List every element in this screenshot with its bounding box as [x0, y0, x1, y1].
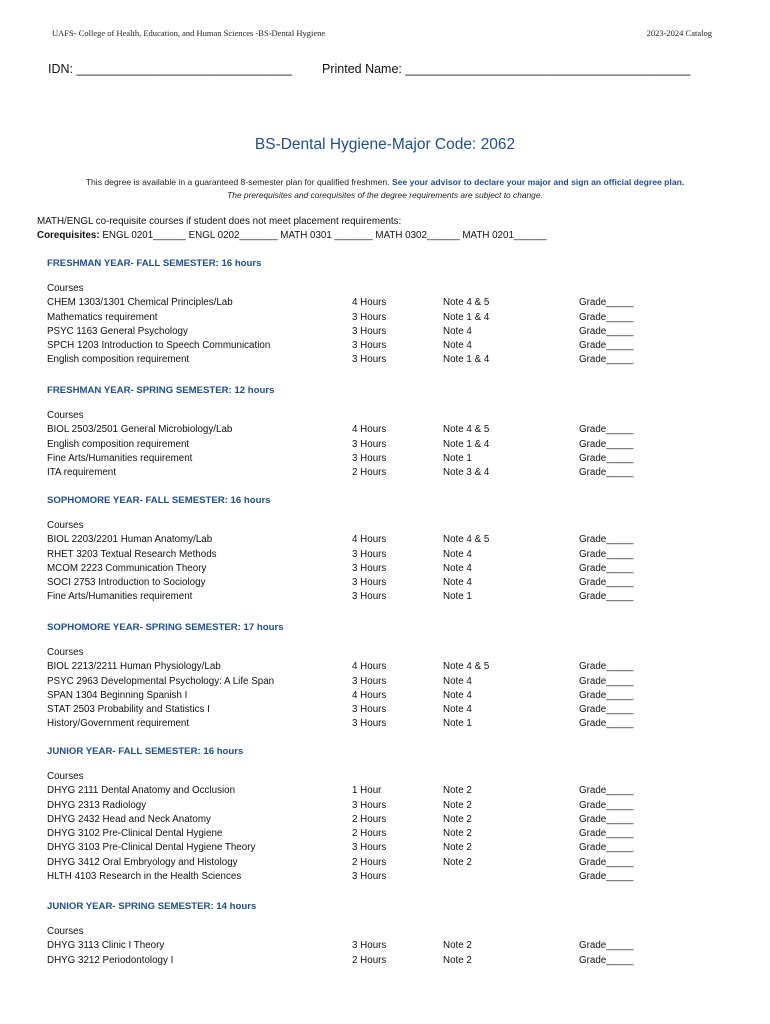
- course-hours: 3 Hours: [352, 548, 387, 560]
- grade-field[interactable]: Grade_____: [579, 562, 634, 574]
- course-row: [47, 689, 687, 703]
- course-name: DHYG 3102 Pre-Clinical Dental Hygiene: [47, 828, 223, 840]
- coreq-description: MATH/ENGL co-requisite courses if student does not meet placement requirements:: [37, 216, 402, 227]
- course-note: Note 1: [443, 718, 472, 730]
- course-hours: 3 Hours: [352, 354, 387, 366]
- grade-field[interactable]: Grade_____: [579, 340, 634, 352]
- course-row: [47, 717, 687, 731]
- course-name: DHYG 3412 Oral Embryology and Histology: [47, 856, 238, 868]
- course-name: PSYC 2963 Developmental Psychology: A Life Span: [47, 675, 275, 687]
- course-hours: 4 Hours: [352, 689, 387, 701]
- course-note: Note 4: [443, 689, 472, 701]
- course-note: Note 4 & 5: [443, 661, 490, 673]
- intro-text: [0, 177, 770, 187]
- course-name: BIOL 2503/2501 General Microbiology/Lab: [47, 424, 233, 436]
- courses-label: Courses: [47, 410, 84, 421]
- course-row: [47, 353, 687, 367]
- course-row: [47, 325, 687, 339]
- grade-field[interactable]: Grade_____: [579, 438, 634, 450]
- course-hours: 3 Hours: [352, 842, 387, 854]
- course-row: [47, 856, 687, 870]
- semester-title: JUNIOR YEAR- SPRING SEMESTER: 14 hours: [47, 901, 257, 912]
- courses-label: Courses: [47, 926, 84, 937]
- grade-field[interactable]: Grade_____: [579, 828, 634, 840]
- course-note: Note 2: [443, 940, 472, 952]
- course-hours: 2 Hours: [352, 467, 387, 479]
- course-note: Note 4: [443, 325, 472, 337]
- courses-label: Courses: [47, 647, 84, 658]
- course-name: HLTH 4103 Research in the Health Sciences: [47, 871, 242, 883]
- course-row: [47, 827, 687, 841]
- semester-title: FRESHMAN YEAR- SPRING SEMESTER: 12 hours: [47, 385, 275, 396]
- course-row: [47, 438, 687, 452]
- grade-field[interactable]: Grade_____: [579, 325, 634, 337]
- course-note: Note 2: [443, 954, 472, 966]
- course-hours: 2 Hours: [352, 828, 387, 840]
- course-hours: 4 Hours: [352, 424, 387, 436]
- header-catalog-year: 2023-2024 Catalog: [646, 28, 712, 38]
- course-name: STAT 2503 Probability and Statistics I: [47, 704, 210, 716]
- course-row: [47, 466, 687, 480]
- grade-field[interactable]: Grade_____: [579, 785, 634, 797]
- grade-field[interactable]: Grade_____: [579, 704, 634, 716]
- course-note: Note 4 & 5: [443, 297, 490, 309]
- course-hours: 4 Hours: [352, 534, 387, 546]
- course-note: Note 4: [443, 577, 472, 589]
- course-hours: 3 Hours: [352, 562, 387, 574]
- course-note: Note 2: [443, 785, 472, 797]
- semester-title: SOPHOMORE YEAR- FALL SEMESTER: 16 hours: [47, 495, 271, 506]
- course-hours: 2 Hours: [352, 856, 387, 868]
- grade-field[interactable]: Grade_____: [579, 799, 634, 811]
- course-note: Note 1 & 4: [443, 438, 490, 450]
- grade-field[interactable]: Grade_____: [579, 548, 634, 560]
- course-hours: 3 Hours: [352, 452, 387, 464]
- semester-section: [47, 258, 687, 368]
- course-note: Note 1 & 4: [443, 354, 490, 366]
- semester-section: [47, 622, 687, 732]
- course-note: Note 2: [443, 813, 472, 825]
- coreq-label: Corequisites:: [37, 230, 100, 241]
- course-name: SPCH 1203 Introduction to Speech Communication: [47, 340, 271, 352]
- course-row: [47, 799, 687, 813]
- course-name: CHEM 1303/1301 Chemical Principles/Lab: [47, 297, 233, 309]
- course-row: [47, 311, 687, 325]
- course-name: Mathematics requirement: [47, 311, 158, 323]
- course-name: DHYG 3212 Periodontology I: [47, 954, 174, 966]
- semester-section: [47, 495, 687, 605]
- course-hours: 3 Hours: [352, 718, 387, 730]
- semester-section: [47, 385, 687, 480]
- course-hours: 3 Hours: [352, 438, 387, 450]
- course-hours: 3 Hours: [352, 871, 387, 883]
- grade-field[interactable]: Grade_____: [579, 718, 634, 730]
- course-note: Note 2: [443, 856, 472, 868]
- intro-main: This degree is available in a guaranteed 8-semester plan for qualified freshmen.: [85, 177, 390, 187]
- course-hours: 4 Hours: [352, 297, 387, 309]
- grade-field[interactable]: Grade_____: [579, 424, 634, 436]
- grade-field[interactable]: Grade_____: [579, 856, 634, 868]
- course-name: PSYC 1163 General Psychology: [47, 325, 188, 337]
- course-note: Note 4 & 5: [443, 424, 490, 436]
- courses-label: Courses: [47, 771, 84, 782]
- grade-field[interactable]: Grade_____: [579, 297, 634, 309]
- idn-field[interactable]: IDN: _______________________________: [48, 62, 292, 76]
- header-left: UAFS- College of Health, Education, and Human Sciences -BS-Dental Hygiene: [52, 28, 326, 38]
- course-name: MCOM 2223 Communication Theory: [47, 562, 207, 574]
- course-hours: 3 Hours: [352, 340, 387, 352]
- course-row: [47, 703, 687, 717]
- grade-field[interactable]: Grade_____: [579, 467, 634, 479]
- grade-field[interactable]: Grade_____: [579, 534, 634, 546]
- printed-name-field[interactable]: Printed Name: _________________________________________: [322, 62, 691, 76]
- course-row: [47, 841, 687, 855]
- semester-title: FRESHMAN YEAR- FALL SEMESTER: 16 hours: [47, 258, 262, 269]
- grade-field[interactable]: Grade_____: [579, 577, 634, 589]
- grade-field[interactable]: Grade_____: [579, 661, 634, 673]
- grade-field[interactable]: Grade_____: [579, 842, 634, 854]
- grade-field[interactable]: Grade_____: [579, 813, 634, 825]
- course-name: DHYG 3113 Clinic I Theory: [47, 940, 165, 952]
- grade-field[interactable]: Grade_____: [579, 871, 634, 883]
- course-note: Note 4: [443, 340, 472, 352]
- course-hours: 3 Hours: [352, 675, 387, 687]
- course-note: Note 4: [443, 562, 472, 574]
- course-name: RHET 3203 Textual Research Methods: [47, 548, 217, 560]
- page-title: BS-Dental Hygiene-Major Code: 2062: [254, 136, 516, 153]
- intro-highlight: See your advisor to declare your major and sign an official degree plan.: [391, 177, 685, 187]
- semester-title: JUNIOR YEAR- FALL SEMESTER: 16 hours: [47, 746, 244, 757]
- course-row: [47, 296, 687, 310]
- course-name: Fine Arts/Humanities requirement: [47, 452, 193, 464]
- grade-field[interactable]: Grade_____: [579, 311, 634, 323]
- course-note: Note 2: [443, 799, 472, 811]
- course-hours: 3 Hours: [352, 704, 387, 716]
- course-note: Note 2: [443, 828, 472, 840]
- course-name: History/Government requirement: [47, 718, 190, 730]
- course-name: DHYG 2432 Head and Neck Anatomy: [47, 813, 211, 825]
- grade-field[interactable]: Grade_____: [579, 675, 634, 687]
- course-note: Note 2: [443, 842, 472, 854]
- course-row: [47, 452, 687, 466]
- course-name: SPAN 1304 Beginning Spanish I: [47, 689, 188, 701]
- course-row: [47, 548, 687, 562]
- grade-field[interactable]: Grade_____: [579, 954, 634, 966]
- grade-field[interactable]: Grade_____: [579, 591, 634, 603]
- course-note: Note 1: [443, 452, 472, 464]
- course-name: ITA requirement: [47, 467, 116, 479]
- course-hours: 2 Hours: [352, 954, 387, 966]
- course-row: [47, 576, 687, 590]
- course-row: [47, 562, 687, 576]
- course-name: English composition requirement: [47, 438, 190, 450]
- course-note: Note 3 & 4: [443, 467, 490, 479]
- courses-label: Courses: [47, 283, 84, 294]
- course-row: [47, 939, 687, 953]
- semester-section: [47, 901, 687, 968]
- course-row: [47, 784, 687, 798]
- course-note: Note 4: [443, 548, 472, 560]
- course-name: BIOL 2213/2211 Human Physiology/Lab: [47, 661, 221, 673]
- course-note: Note 1: [443, 591, 472, 603]
- course-hours: 3 Hours: [352, 311, 387, 323]
- course-note: Note 1 & 4: [443, 311, 490, 323]
- course-note: Note 4: [443, 675, 472, 687]
- coreq-line: [37, 230, 547, 241]
- course-row: [47, 660, 687, 674]
- grade-field[interactable]: Grade_____: [579, 354, 634, 366]
- course-hours: 3 Hours: [352, 577, 387, 589]
- course-row: [47, 954, 687, 968]
- course-hours: 2 Hours: [352, 813, 387, 825]
- semester-section: [47, 746, 687, 884]
- course-row: [47, 423, 687, 437]
- semester-title: SOPHOMORE YEAR- SPRING SEMESTER: 17 hours: [47, 622, 284, 633]
- course-row: [47, 339, 687, 353]
- course-row: [47, 675, 687, 689]
- course-name: SOCI 2753 Introduction to Sociology: [47, 577, 206, 589]
- course-hours: 3 Hours: [352, 325, 387, 337]
- course-row: [47, 533, 687, 547]
- course-hours: 3 Hours: [352, 799, 387, 811]
- course-hours: 3 Hours: [352, 940, 387, 952]
- course-row: [47, 870, 687, 884]
- course-row: [47, 813, 687, 827]
- course-hours: 4 Hours: [352, 661, 387, 673]
- coreq-items: ENGL 0201______ ENGL 0202_______ MATH 0301 _______ MATH 0302______ MATH 0201______: [102, 230, 547, 241]
- grade-field[interactable]: Grade_____: [579, 689, 634, 701]
- course-note: Note 4 & 5: [443, 534, 490, 546]
- grade-field[interactable]: Grade_____: [579, 940, 634, 952]
- intro-note: The prerequisites and corequisites of the degree requirements are subject to change.: [227, 190, 543, 200]
- course-hours: 3 Hours: [352, 591, 387, 603]
- courses-label: Courses: [47, 520, 84, 531]
- course-name: BIOL 2203/2201 Human Anatomy/Lab: [47, 534, 213, 546]
- grade-field[interactable]: Grade_____: [579, 452, 634, 464]
- course-name: English composition requirement: [47, 354, 190, 366]
- course-name: DHYG 2111 Dental Anatomy and Occlusion: [47, 785, 236, 797]
- course-row: [47, 590, 687, 604]
- course-name: DHYG 2313 Radiology: [47, 799, 147, 811]
- course-note: Note 4: [443, 704, 472, 716]
- course-name: DHYG 3103 Pre-Clinical Dental Hygiene Theory: [47, 842, 256, 854]
- course-hours: 1 Hour: [352, 785, 382, 797]
- course-name: Fine Arts/Humanities requirement: [47, 591, 193, 603]
